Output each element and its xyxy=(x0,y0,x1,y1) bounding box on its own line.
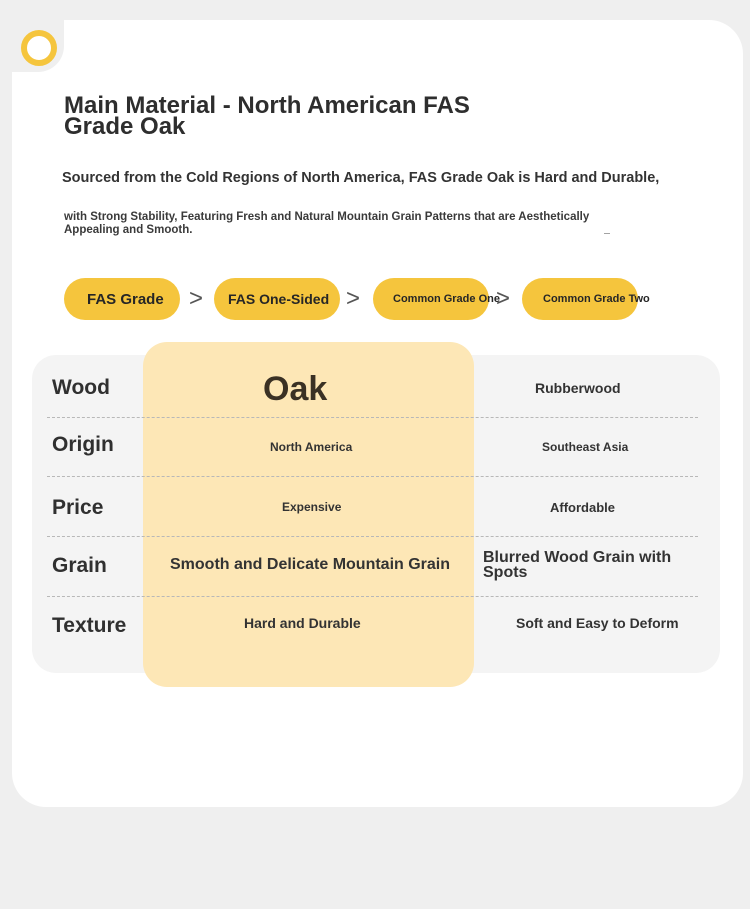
grade-label-common-two: Common Grade Two xyxy=(543,293,650,305)
label-origin: Origin xyxy=(52,433,114,456)
rubberwood-grain-value: Blurred Wood Grain with Spots xyxy=(483,549,672,581)
row-divider xyxy=(47,417,698,418)
ring-icon xyxy=(21,30,57,66)
oak-price-value: Expensive xyxy=(282,500,342,514)
grade-label-fas-one-sided: FAS One-Sided xyxy=(228,291,330,307)
grade-pill-fas xyxy=(64,278,180,320)
oak-grain-value: Smooth and Delicate Mountain Grain xyxy=(170,556,451,573)
row-divider xyxy=(47,476,698,477)
grade-pill-common-two xyxy=(522,278,650,320)
grade-pill-fas-one-sided xyxy=(214,278,340,320)
grade-arrow-1: > xyxy=(189,285,204,312)
rubberwood-texture-value: Soft and Easy to Deform xyxy=(516,615,679,631)
grade-arrow-3: > xyxy=(496,285,511,312)
grade-label-common-one: Common Grade One xyxy=(393,293,500,305)
grade-pill-common-one xyxy=(373,278,500,320)
page-title: Main Material - North American FAS Grade Oak xyxy=(64,92,470,140)
label-wood: Wood xyxy=(52,376,110,399)
grade-label-fas: FAS Grade xyxy=(87,290,164,308)
grade-arrow-2: > xyxy=(346,285,361,312)
label-price: Price xyxy=(52,496,104,519)
rubberwood-wood-value: Rubberwood xyxy=(535,380,621,396)
label-texture: Texture xyxy=(52,614,127,637)
row-divider xyxy=(47,536,698,537)
rubberwood-origin-value: Southeast Asia xyxy=(542,440,629,454)
material-subtitle: Sourced from the Cold Regions of North America, FAS Grade Oak is Hard and Durable, xyxy=(62,170,660,186)
oak-wood-value: Oak xyxy=(263,370,328,408)
label-grain: Grain xyxy=(52,554,107,577)
row-divider xyxy=(47,596,698,597)
oak-texture-value: Hard and Durable xyxy=(244,615,361,631)
material-description: with Strong Stability, Featuring Fresh and Natural Mountain Grain Patterns that are Aesthetically Appealing and Smooth. xyxy=(64,211,590,236)
decorative-dash xyxy=(604,233,610,234)
oak-origin-value: North America xyxy=(270,440,353,454)
rubberwood-price-value: Affordable xyxy=(550,500,615,515)
